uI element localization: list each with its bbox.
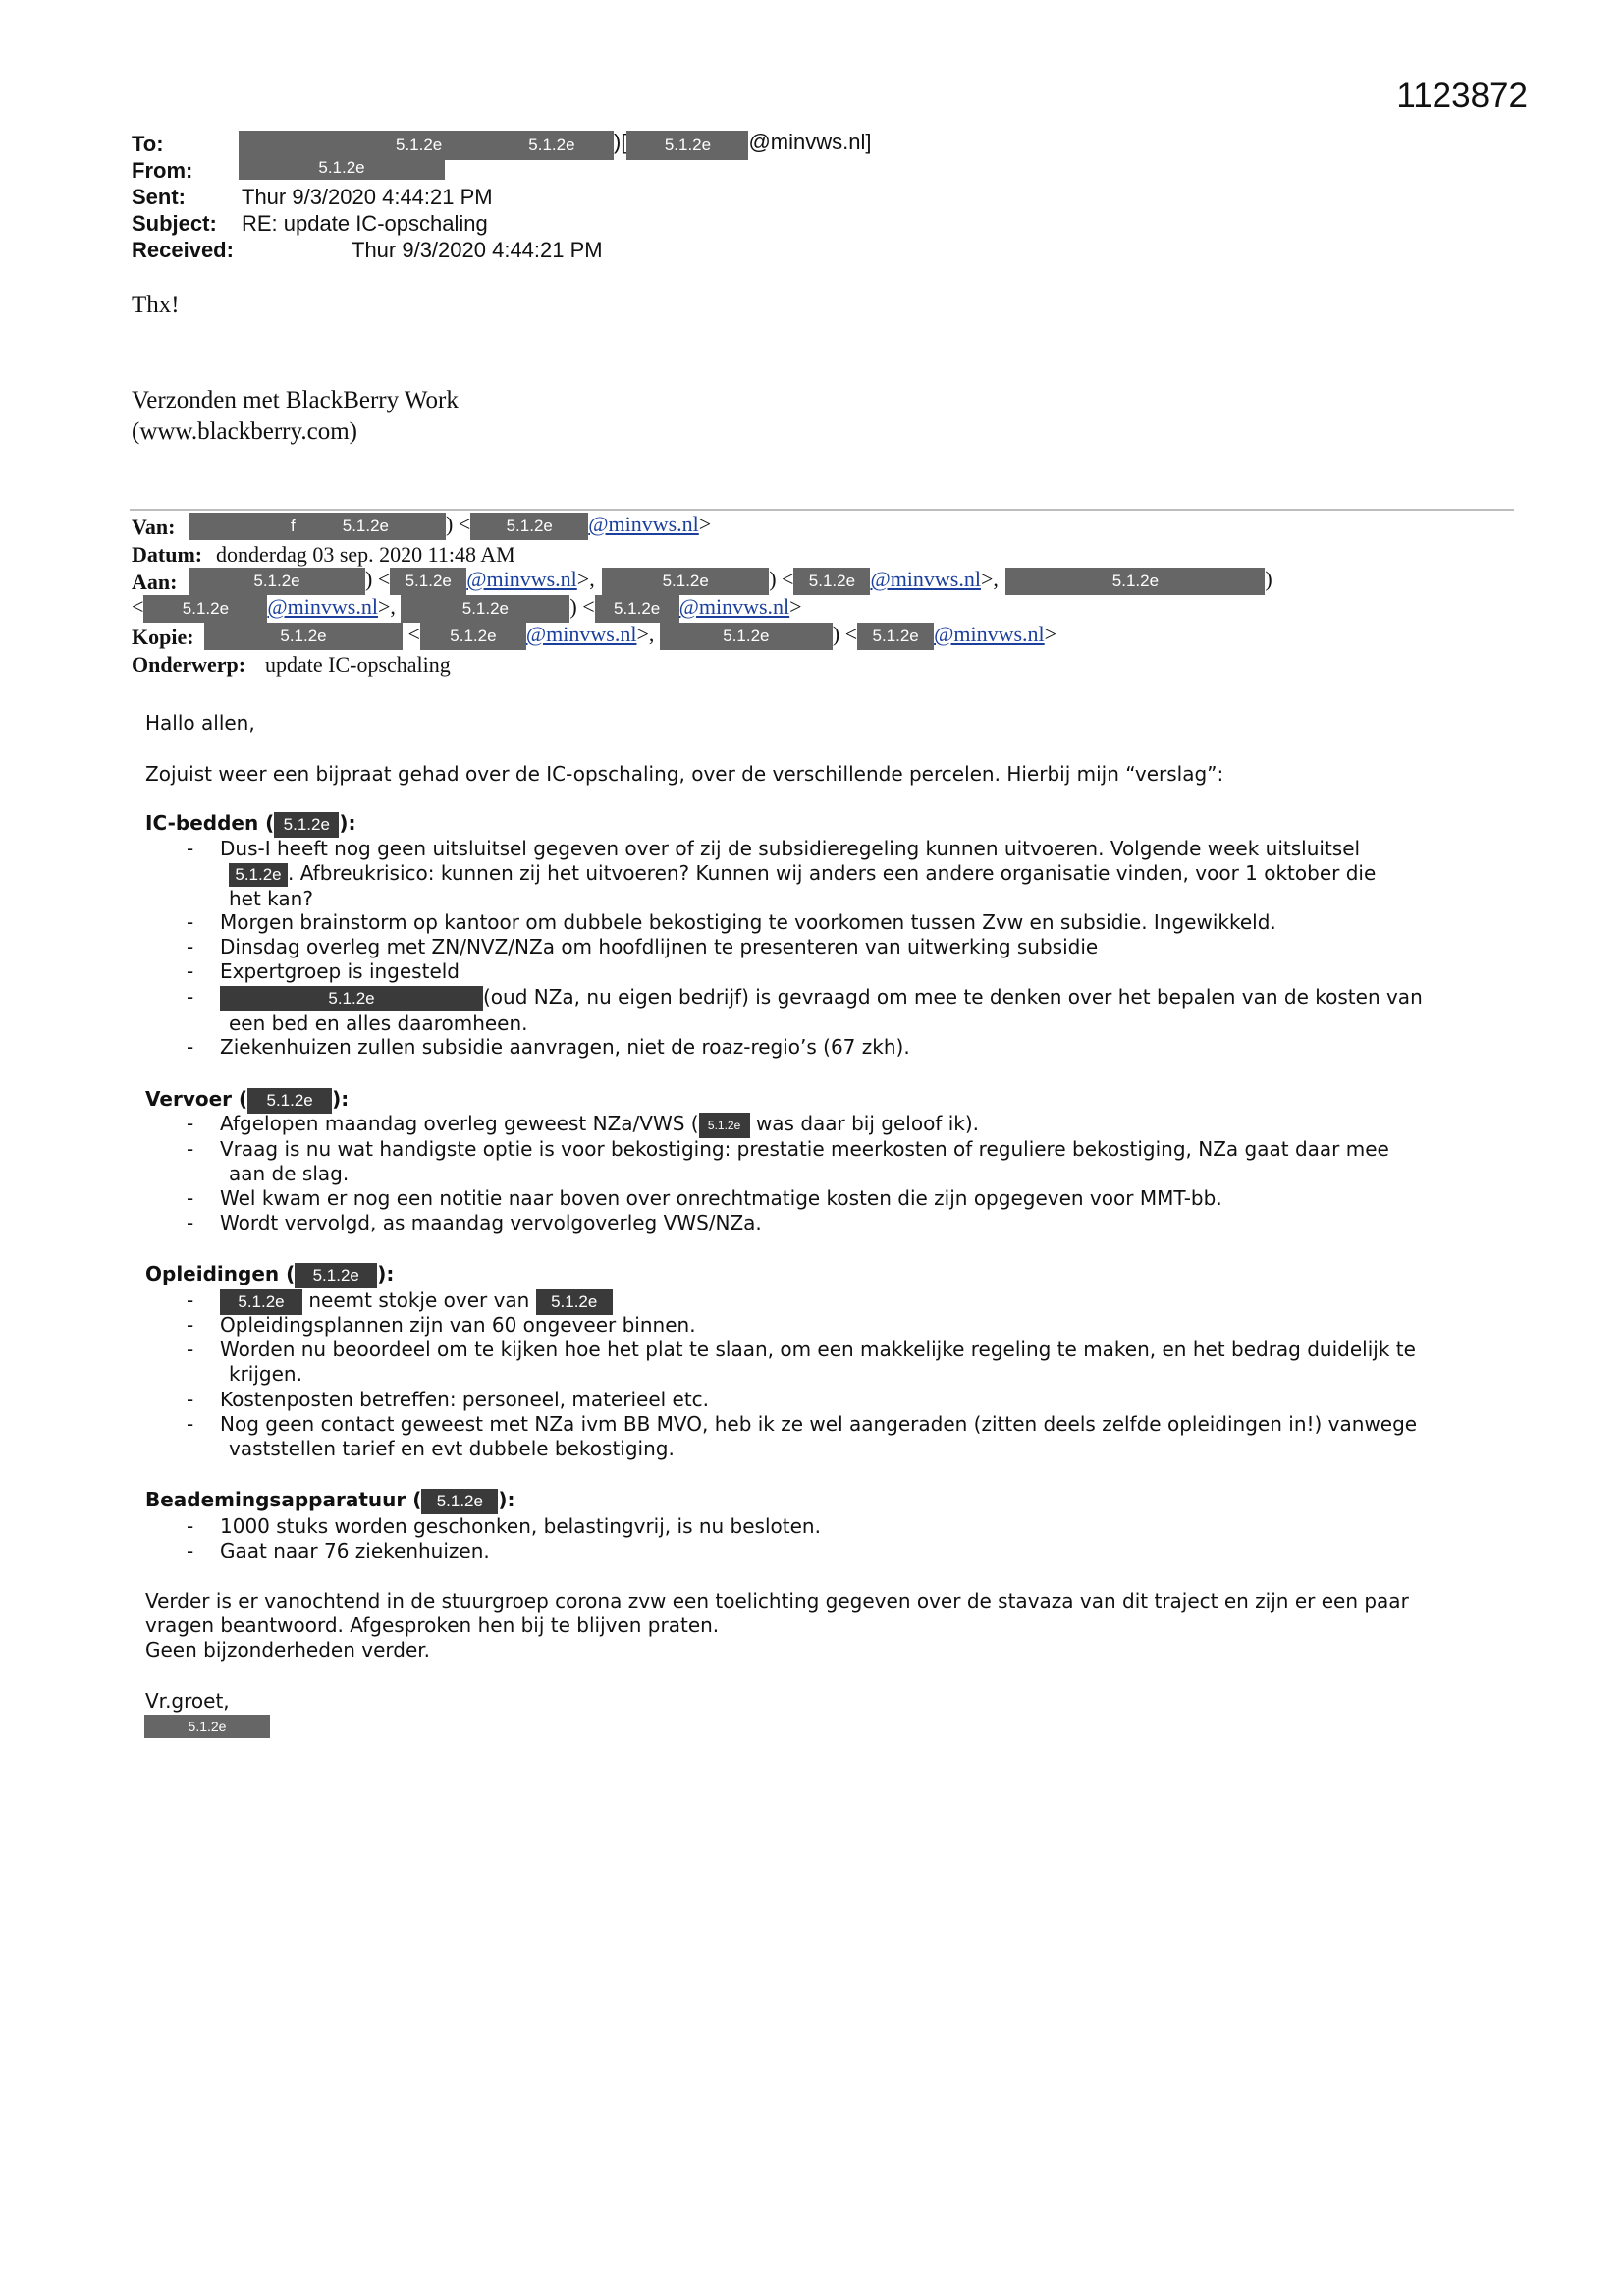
beademing-bullet-1: 1000 stuks worden geschonken, belastingvrij, is nu besloten. [220,1514,821,1538]
greeting: Hallo allen, [145,711,255,735]
redaction-aan-1-name: 5.1.2e [189,568,365,595]
intro: Zojuist weer een bijpraat gehad over de IC-opschaling, over de verschillende percelen. Hierbij mijn “verslag”: [145,762,1224,786]
document-number: 1123872 [1396,77,1528,115]
vervoer-bullet-3: Wel kwam er nog een notitie naar boven over onrechtmatige kosten die zijn opgegeven voor MMT-bb. [220,1186,1222,1210]
vervoer-bullet-2: Vraag is nu wat handigste optie is voor bekostiging: prestatie meerkosten of reguliere bekostiging, NZa gaat daar mee aan de slag. [220,1137,1389,1185]
redaction-kopie-1-email: 5.1.2e [420,623,526,650]
aan-value-line-1: 5.1.2e ) < 5.1.2e @minvws.nl>, 5.1.2e ) < 5.1.2e @minvws.nl>, 5.1.2e ) [189,567,1272,595]
kopie-1-email-link[interactable]: @minvws.nl [525,622,637,646]
redaction-opleidingen-bullet-1a: 5.1.2e [220,1289,302,1315]
signoff: Vr.groet, [145,1689,230,1713]
redaction-to-name: 5.1.2e 5.1.2e [239,131,614,160]
redaction-ic-bedden: 5.1.2e [274,812,339,838]
signature-line-1: Verzonden met BlackBerry Work [132,387,459,413]
beademing-bullet-2: Gaat naar 76 ziekenhuizen. [220,1539,490,1562]
sent-label: Sent: [132,185,186,209]
to-email-domain: @minvws.nl] [748,130,872,154]
redaction-from: 5.1.2e [239,156,445,180]
redaction-ic-bedden-bullet-5: 5.1.2e [220,986,483,1011]
section-opleidingen-title: Opleidingen ( 5.1.2e ): [145,1262,394,1288]
redaction-aan-4-email: 5.1.2e [595,595,679,623]
redaction-van-name: f 5.1.2e [189,513,446,540]
from-value [239,156,445,180]
aan-4-email-link[interactable]: @minvws.nl [678,594,790,619]
quote-separator [130,509,1514,511]
received-label: Received: [132,238,234,262]
ic-bedden-bullet-6: Ziekenhuizen zullen subsidie aanvragen, niet de roaz-regio’s (67 zkh). [220,1035,910,1059]
vervoer-bullet-1: Afgelopen maandag overleg geweest NZa/VWS ( 5.1.2e was daar bij geloof ik). [220,1112,1496,1138]
kopie-label: Kopie: [132,625,194,649]
redaction-opleidingen: 5.1.2e [295,1263,377,1288]
reply-text: Thx! [132,292,180,318]
van-label: Van: [132,515,176,539]
datum-value: donderdag 03 sep. 2020 11:48 AM [216,542,515,567]
redaction-aan-3-email: 5.1.2e [143,595,267,623]
aan-label: Aan: [132,570,178,594]
vervoer-bullet-4: Wordt vervolgd, as maandag vervolgoverleg VWS/NZa. [220,1211,762,1234]
aan-3-email-link[interactable]: @minvws.nl [267,594,378,619]
received-value: Thur 9/3/2020 4:44:21 PM [352,238,603,262]
aan-value-line-2: < 5.1.2e @minvws.nl>, 5.1.2e ) < 5.1.2e @minvws.nl> [132,594,802,623]
section-ic-bedden-title: IC-bedden ( 5.1.2e ): [145,811,355,838]
closing-line-1: Verder is er vanochtend in de stuurgroep corona zvw een toelichting gegeven over de stavaza van dit traject en zijn er een paar [145,1589,1409,1613]
redaction-opleidingen-bullet-1b: 5.1.2e [536,1289,613,1315]
redaction-to-email: 5.1.2e [626,131,748,160]
ic-bedden-bullet-5: 5.1.2e (oud NZa, nu eigen bedrijf) is gevraagd om mee te denken over het bepalen van de kosten van een bed en alles daaromheen. [220,985,1496,1036]
redaction-vervoer: 5.1.2e [247,1088,332,1114]
redaction-kopie-1-name: 5.1.2e [204,623,403,650]
ic-bedden-bullet-3: Dinsdag overleg met ZN/NVZ/NZa om hoofdlijnen te presenteren van uitwerking subsidie [220,935,1099,958]
kopie-value: 5.1.2e < 5.1.2e @minvws.nl>, 5.1.2e ) < 5.1.2e @minvws.nl> [204,622,1056,650]
datum-label: Datum: [132,542,203,567]
van-close-angle: > [698,512,712,536]
van-open-angle: ) < [446,512,471,536]
section-beademing-title: Beademingsapparatuur ( 5.1.2e ): [145,1488,514,1514]
to-label: To: [132,132,164,156]
signature-line-2: (www.blackberry.com) [132,418,357,445]
from-label: From: [132,158,193,183]
van-email-link[interactable]: @minvws.nl [588,512,699,536]
closing-line-3: Geen bijzonderheden verder. [145,1638,430,1662]
opleidingen-bullet-3: Worden nu beoordeel om te kijken hoe het plat te slaan, om een makkelijke regeling te maken, en het bedrag duidelijk te krijgen. [220,1338,1416,1386]
to-bracket: )[ [614,130,627,154]
ic-bedden-bullet-4: Expertgroep is ingesteld [220,959,460,983]
section-vervoer-title: Vervoer ( 5.1.2e ): [145,1087,349,1114]
opleidingen-bullet-4: Kostenposten betreffen: personeel, materieel etc. [220,1388,710,1411]
redaction-signature: 5.1.2e [144,1715,270,1738]
redaction-aan-2-email: 5.1.2e [793,568,870,595]
redaction-vervoer-bullet-1: 5.1.2e [699,1113,750,1138]
redaction-aan-4-name: 5.1.2e [401,595,569,623]
onderwerp-value: update IC-opschaling [265,652,451,677]
aan-1-email-link[interactable]: @minvws.nl [466,567,577,591]
sent-value: Thur 9/3/2020 4:44:21 PM [242,185,493,209]
signature-redaction [144,1715,270,1738]
closing-line-2: vragen beantwoord. Afgesproken hen bij te blijven praten. [145,1613,720,1637]
onderwerp-label: Onderwerp: [132,652,246,677]
subject-label: Subject: [132,211,217,236]
subject-value: RE: update IC-opschaling [242,211,488,236]
opleidingen-bullet-1: 5.1.2e neemt stokje over van 5.1.2e [220,1288,1496,1315]
redaction-aan-2-name: 5.1.2e [602,568,769,595]
redaction-kopie-2-name: 5.1.2e [660,623,833,650]
redaction-beademing: 5.1.2e [421,1489,498,1514]
redaction-ic-bedden-bullet-1: 5.1.2e [229,863,288,887]
redaction-van-email: 5.1.2e [470,513,588,540]
redaction-kopie-2-email: 5.1.2e [857,623,934,650]
aan-2-email-link[interactable]: @minvws.nl [870,567,981,591]
ic-bedden-bullet-2: Morgen brainstorm op kantoor om dubbele bekostiging te voorkomen tussen Zvw en subsidie. Ingewikkeld. [220,910,1276,934]
van-value [189,512,711,540]
kopie-2-email-link[interactable]: @minvws.nl [934,622,1045,646]
ic-bedden-bullet-1: Dus-I heeft nog geen uitsluitsel gegeven over of zij de subsidieregeling kunnen uitvoeren. Volgende week uitsluitsel 5.1.2e . Afbreukrisico: kunnen zij het uitvoeren? Kunnen wij anders een andere organisatie vinden, voor 1 oktober die het kan? [220,837,1377,910]
redaction-aan-1-email: 5.1.2e [390,568,466,595]
redaction-aan-3-name: 5.1.2e [1005,568,1265,595]
opleidingen-bullet-2: Opleidingsplannen zijn van 60 ongeveer binnen. [220,1313,696,1337]
opleidingen-bullet-5: Nog geen contact geweest met NZa ivm BB MVO, heb ik ze wel aangeraden (zitten deels zelfde opleidingen in!) vanwege vaststellen tarief en evt dubbele bekostiging. [220,1412,1418,1460]
